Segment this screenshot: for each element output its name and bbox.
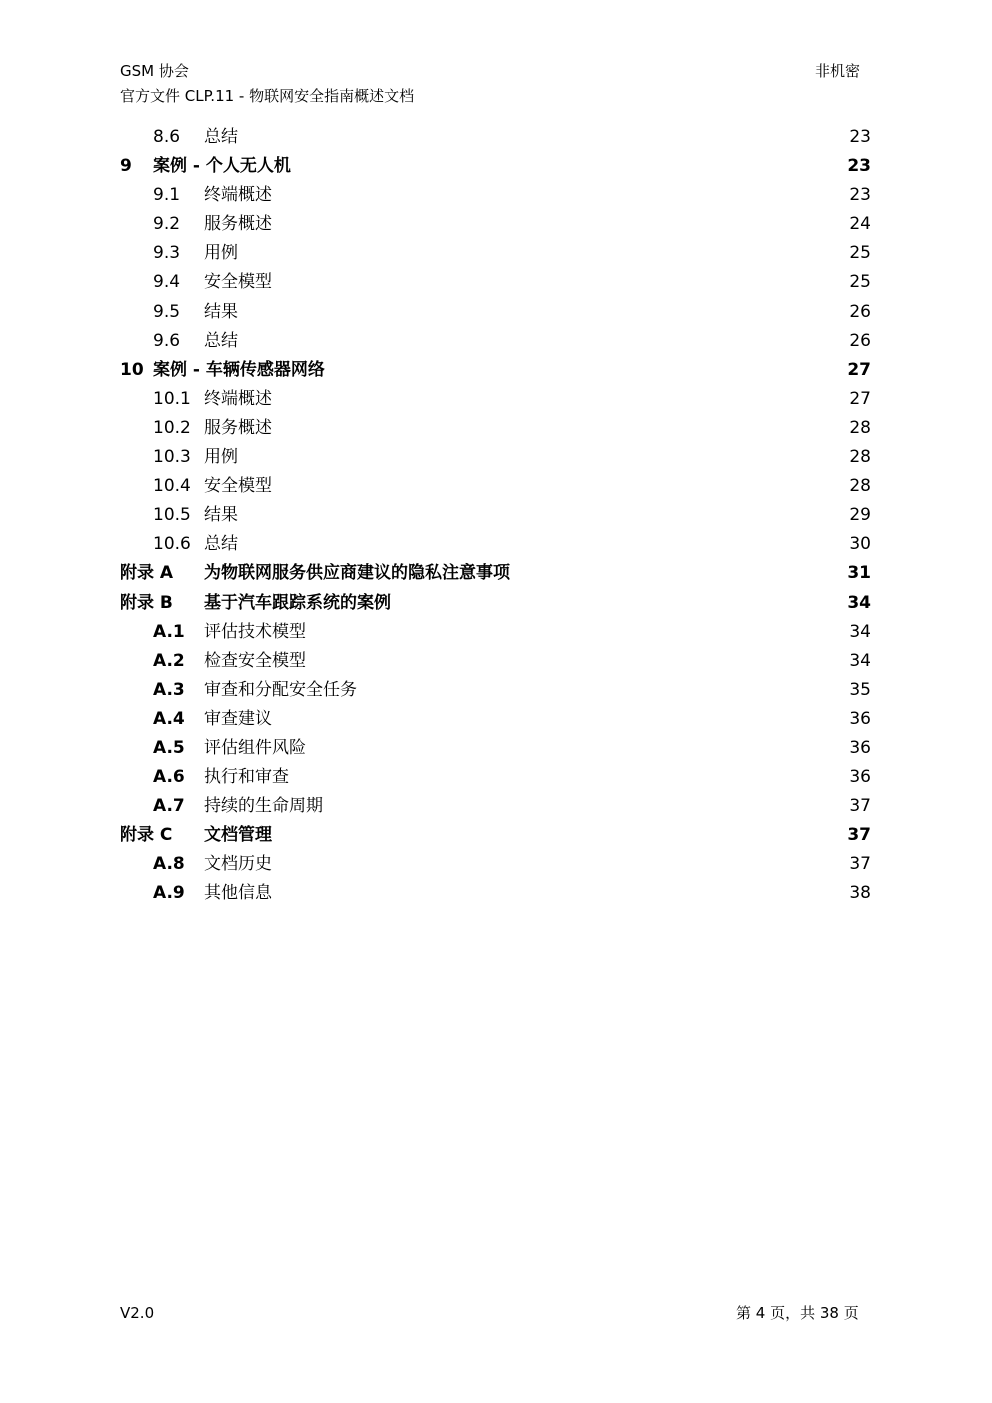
toc-entry[interactable]: [0, 792, 992, 821]
toc-entry-number: 9.2: [153, 214, 181, 235]
toc-entry-number: 附录 A: [120, 563, 174, 584]
header-organization: GSM 协会: [120, 62, 189, 80]
toc-entry-title: 终端概述: [204, 388, 272, 409]
toc-entry-title: 服务概述: [204, 417, 272, 438]
toc-entry-number: A.7: [153, 796, 185, 817]
toc-entry-title: 总结: [204, 330, 238, 351]
toc-entry-page: 31: [847, 563, 871, 584]
toc-entry-title: 安全模型: [204, 272, 272, 293]
toc-entry[interactable]: [0, 472, 992, 501]
toc-entry-number: 9.6: [153, 330, 181, 351]
toc-entry-title: 检查安全模型: [204, 650, 306, 671]
toc-entry-number: A.9: [153, 883, 185, 904]
toc-entry-page: 36: [849, 767, 871, 788]
toc-entry-number: A.5: [153, 737, 185, 758]
toc-entry-page: 28: [849, 417, 871, 438]
toc-entry[interactable]: [0, 676, 992, 705]
toc-entry-number: 10.5: [153, 505, 191, 526]
toc-entry-number: 8.6: [153, 127, 181, 147]
toc-entry-title: 用例: [204, 243, 238, 264]
toc-entry-page: 25: [849, 243, 871, 264]
header-classification: 非机密: [815, 62, 861, 80]
toc-entry-page: 37: [849, 854, 871, 875]
toc-entry-title: 文档管理: [204, 825, 272, 846]
toc-entry[interactable]: [0, 530, 992, 559]
toc-entry[interactable]: [0, 879, 992, 908]
table-of-contents: [0, 123, 992, 909]
toc-entry-number: 附录 B: [120, 592, 173, 613]
toc-entry-page: 34: [849, 650, 871, 671]
toc-entry-title: 评估组件风险: [204, 737, 306, 758]
toc-entry-number: 9.4: [153, 272, 181, 293]
toc-entry-number: 10.6: [153, 534, 191, 555]
toc-entry-page: 26: [849, 330, 871, 351]
toc-entry-number: 9: [120, 156, 132, 177]
toc-entry[interactable]: [0, 734, 992, 763]
toc-entry-page: 28: [849, 447, 871, 468]
toc-entry-page: 36: [849, 708, 871, 729]
footer-version: V2.0: [120, 1304, 155, 1322]
toc-entry-number: A.3: [153, 679, 185, 700]
toc-entry-number: 10.3: [153, 447, 191, 468]
toc-entry[interactable]: [0, 850, 992, 879]
toc-entry-title: 用例: [204, 447, 238, 468]
toc-entry[interactable]: [0, 763, 992, 792]
toc-entry-title: 服务概述: [204, 214, 272, 235]
toc-entry-number: A.4: [153, 708, 185, 729]
toc-entry[interactable]: [0, 589, 992, 618]
toc-entry-page: 34: [847, 592, 871, 613]
toc-entry[interactable]: [0, 123, 992, 152]
toc-entry-page: 23: [847, 156, 871, 177]
toc-entry[interactable]: [0, 181, 992, 210]
toc-entry-page: 38: [849, 883, 871, 904]
toc-entry-number: 10.4: [153, 476, 191, 497]
toc-entry-page: 37: [847, 825, 871, 846]
toc-entry-page: 28: [849, 476, 871, 497]
toc-entry-title: 审查和分配安全任务: [204, 679, 357, 700]
toc-entry-number: 10.1: [153, 388, 191, 409]
toc-entry-page: 37: [849, 796, 871, 817]
toc-entry-page: 24: [849, 214, 871, 235]
toc-entry[interactable]: [0, 559, 992, 588]
toc-entry-title: 执行和审查: [204, 767, 289, 788]
toc-entry[interactable]: [0, 414, 992, 443]
toc-entry-page: 29: [849, 505, 871, 526]
toc-entry[interactable]: [0, 821, 992, 850]
toc-entry-page: 34: [849, 621, 871, 642]
toc-entry[interactable]: [0, 385, 992, 414]
toc-entry[interactable]: [0, 705, 992, 734]
toc-entry[interactable]: [0, 239, 992, 268]
toc-entry-number: 附录 C: [120, 825, 173, 846]
toc-entry-title: 持续的生命周期: [204, 796, 323, 817]
toc-entry-page: 36: [849, 737, 871, 758]
toc-entry-title: 案例 - 车辆传感器网络: [153, 359, 325, 380]
toc-entry[interactable]: [0, 501, 992, 530]
toc-entry-title: 其他信息: [204, 883, 272, 904]
toc-entry-number: A.8: [153, 854, 185, 875]
toc-entry-number: 9.1: [153, 185, 181, 206]
toc-entry-title: 结果: [204, 301, 238, 322]
toc-entry-page: 35: [849, 679, 871, 700]
toc-entry-title: 安全模型: [204, 476, 272, 497]
toc-entry-page: 27: [847, 359, 871, 380]
toc-entry-number: 9.3: [153, 243, 181, 264]
toc-entry-title: 评估技术模型: [204, 621, 306, 642]
toc-entry-page: 30: [849, 534, 871, 555]
toc-entry-title: 案例 - 个人无人机: [153, 156, 291, 177]
toc-entry[interactable]: [0, 356, 992, 385]
toc-entry-number: 9.5: [153, 301, 181, 322]
toc-entry[interactable]: [0, 298, 992, 327]
toc-entry-title: 基于汽车跟踪系统的案例: [204, 592, 391, 613]
toc-entry-number: 10: [120, 359, 144, 380]
toc-entry-title: 总结: [204, 534, 238, 555]
toc-entry-number: A.2: [153, 650, 185, 671]
toc-entry-title: 终端概述: [204, 185, 272, 206]
toc-entry[interactable]: [0, 268, 992, 297]
toc-entry-page: 26: [849, 301, 871, 322]
toc-entry-page: 23: [849, 127, 871, 147]
toc-entry-number: 10.2: [153, 417, 191, 438]
toc-entry-title: 为物联网服务供应商建议的隐私注意事项: [204, 563, 510, 584]
toc-entry-number: A.1: [153, 621, 185, 642]
toc-entry-title: 结果: [204, 505, 238, 526]
toc-entry[interactable]: [0, 443, 992, 472]
toc-entry[interactable]: [0, 210, 992, 239]
toc-entry-page: 27: [849, 388, 871, 409]
toc-entry-title: 文档历史: [204, 854, 272, 875]
toc-entry[interactable]: [0, 647, 992, 676]
toc-entry[interactable]: [0, 618, 992, 647]
toc-entry-number: A.6: [153, 767, 185, 788]
toc-entry-page: 23: [849, 185, 871, 206]
toc-entry-title: 总结: [204, 127, 238, 147]
toc-entry-title: 审查建议: [204, 708, 272, 729]
toc-entry[interactable]: [0, 327, 992, 356]
footer-page-number: 第 4 页，共 38 页: [736, 1304, 859, 1322]
toc-entry[interactable]: [0, 152, 992, 181]
header-document-title: 官方文件 CLP.11 - 物联网安全指南概述文档: [120, 87, 415, 105]
toc-entry-page: 25: [849, 272, 871, 293]
